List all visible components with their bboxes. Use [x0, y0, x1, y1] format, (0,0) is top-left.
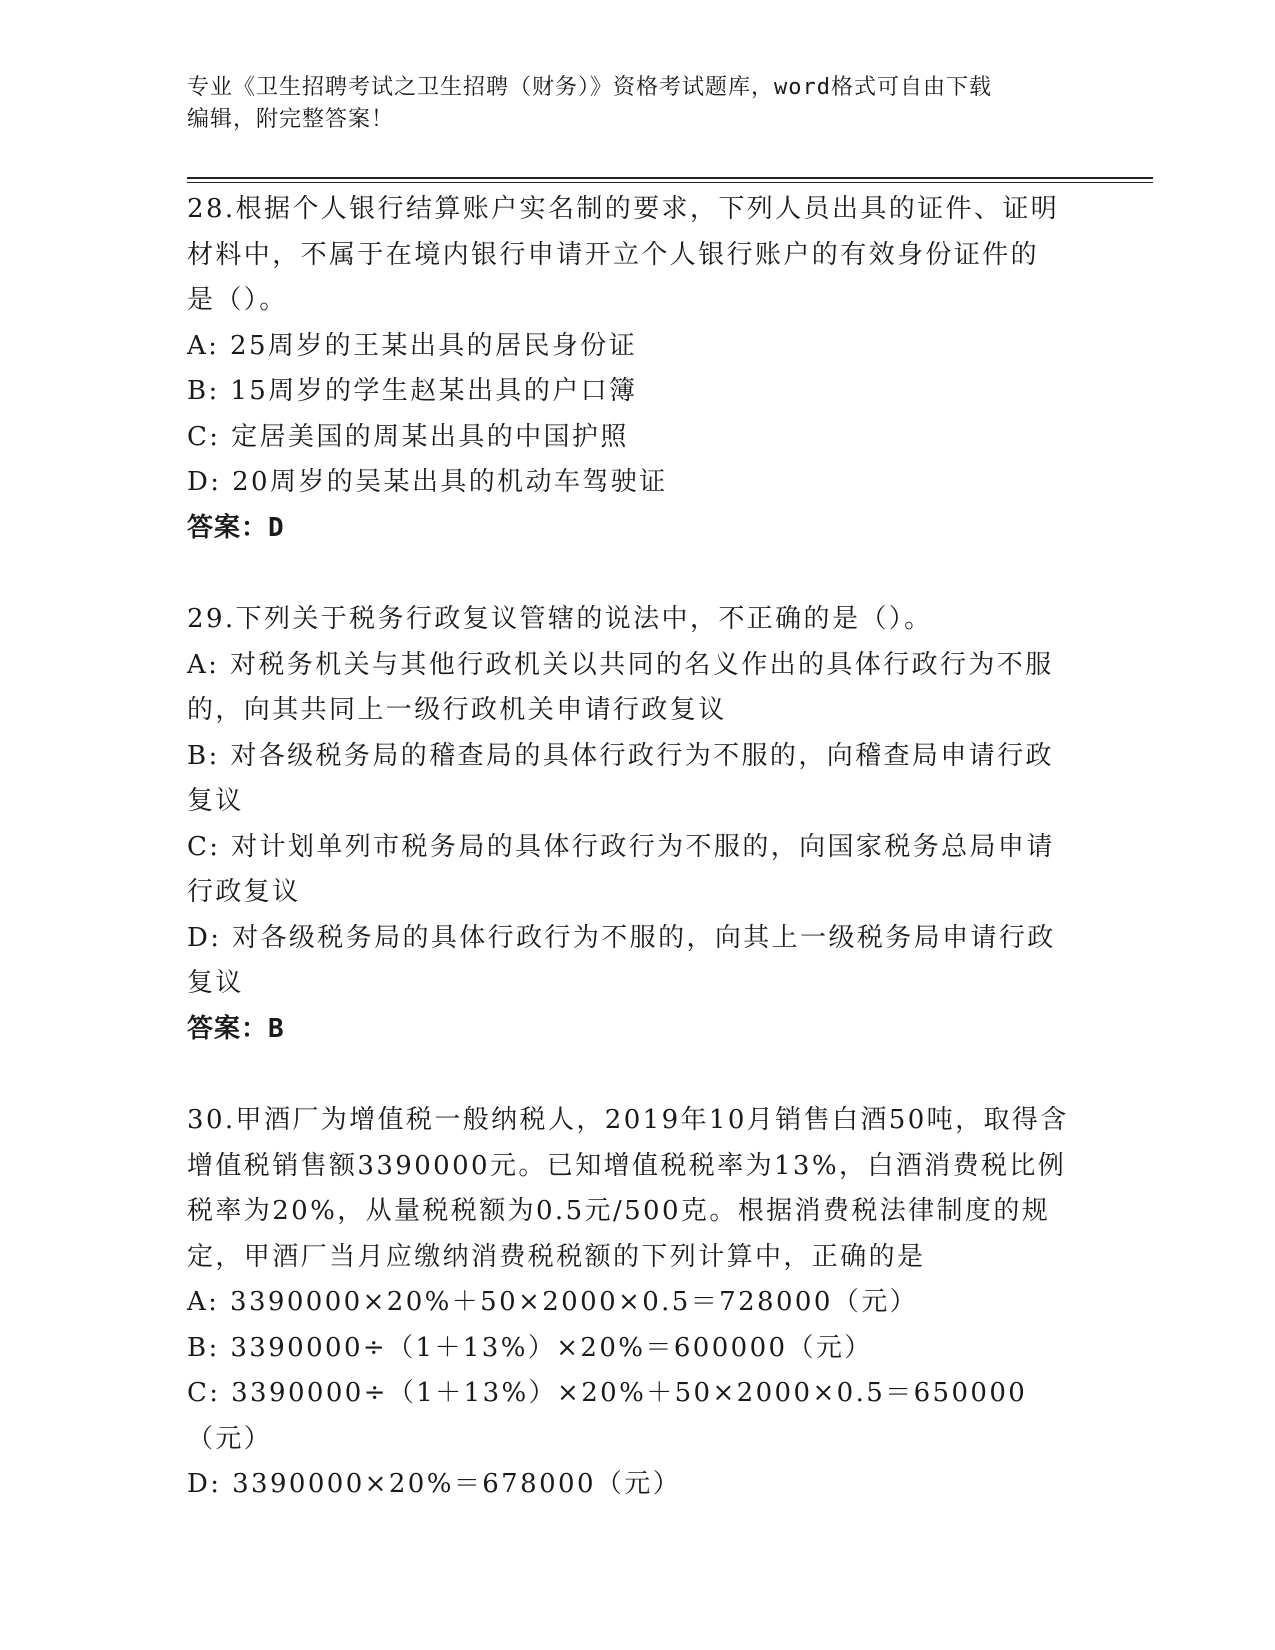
option-a-continued: 的，向其共同上一级行政机关申请行政复议: [187, 695, 727, 725]
option-c: C: 对计划单列市税务局的具体行政行为不服的，向国家税务总局申请: [187, 831, 1055, 862]
question-30: [187, 1098, 1087, 1508]
header-line-1: 专业《卫生招聘考试之卫生招聘（财务）》资格考试题库，word格式可自由下载: [187, 75, 992, 100]
option-c: C: 3390000÷（1＋13%）×20%＋50×2000×0.5＝650000（元）: [187, 1378, 1028, 1454]
option-a: A: 对税务机关与其他行政机关以共同的名义作出的具体行政行为不服: [187, 649, 1054, 680]
document-header: [187, 72, 1067, 136]
option-c: C: 定居美国的周某出具的中国护照: [187, 421, 629, 452]
question-stem-line: 税率为20%，从量税税额为0.5元/500克。根据消费税法律制度的规: [187, 1196, 1051, 1226]
option-d: D: 对各级税务局的具体行政行为不服的，向其上一级税务局申请行政: [187, 922, 1056, 953]
header-line-2: 编辑，附完整答案！: [187, 107, 395, 132]
question-stem-line: 30.甲酒厂为增值税一般纳税人，2019年10月销售白酒50吨，取得含: [187, 1105, 1069, 1135]
option-b: B: 3390000÷（1＋13%）×20%＝600000（元）: [187, 1332, 873, 1363]
option-a: A: 25周岁的王某出具的居民身份证: [187, 330, 638, 361]
question-stem-line: 是（）。: [187, 285, 288, 315]
question-stem-line: 29.下列关于税务行政复议管辖的说法中，不正确的是（）。: [187, 604, 933, 634]
option-c-continued: 行政复议: [187, 877, 301, 907]
question-stem-line: 28.根据个人银行结算账户实名制的要求，下列人员出具的证件、证明: [187, 194, 1060, 224]
answer-label: 答案：B: [187, 1013, 285, 1044]
option-d: D: 20周岁的吴某出具的机动车驾驶证: [187, 467, 668, 497]
question-stem-line: 定，甲酒厂当月应缴纳消费税税额的下列计算中，正确的是: [187, 1241, 926, 1272]
option-b: B: 15周岁的学生赵某出具的户口簿: [187, 376, 638, 406]
question-gap: [187, 1052, 1087, 1098]
question-29: [187, 597, 1087, 1052]
option-d: D: 3390000×20%＝678000（元）: [187, 1469, 682, 1499]
question-stem-line: 材料中，不属于在境内银行申请开立个人银行账户的有效身份证件的: [187, 239, 1040, 270]
option-a: A: 3390000×20%＋50×2000×0.5＝728000（元）: [187, 1287, 918, 1317]
question-stem-line: 增值税销售额3390000元。已知增值税税率为13%，白酒消费税比例: [187, 1150, 1067, 1181]
header-divider-thick: [187, 177, 1153, 179]
header-divider-thin: [187, 182, 1153, 183]
question-gap: [187, 551, 1087, 597]
option-b-continued: 复议: [187, 786, 244, 816]
answer-label: 答案：D: [187, 512, 285, 543]
question-list: [187, 187, 1087, 1508]
option-b: B: 对各级税务局的稽查局的具体行政行为不服的，向稽查局申请行政: [187, 740, 1054, 771]
question-28: [187, 187, 1087, 551]
option-d-continued: 复议: [187, 968, 244, 998]
